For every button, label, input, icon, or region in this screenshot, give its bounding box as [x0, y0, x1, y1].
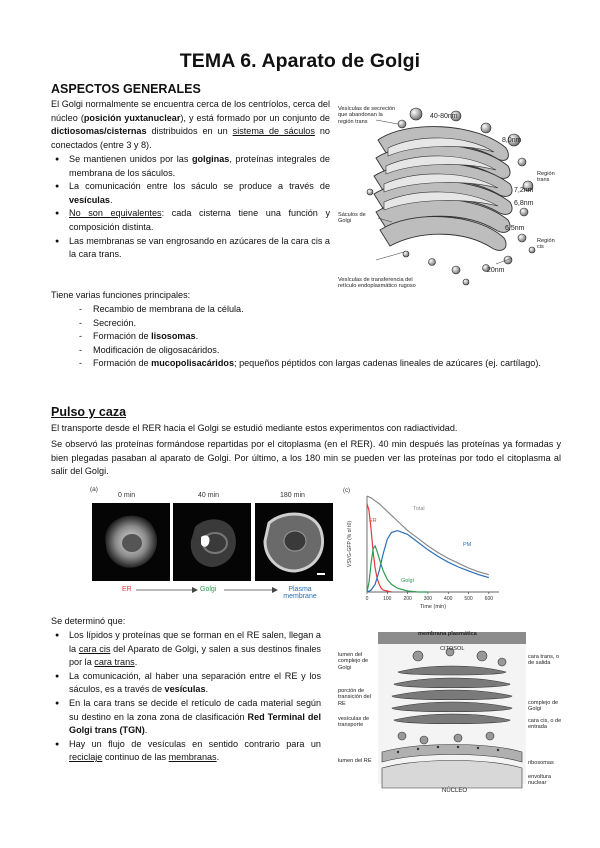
label-vesiculas-transporte: vesículas de transporte [338, 716, 370, 729]
micrograph-0min [92, 503, 170, 581]
chart-x-tick-label: 500 [464, 596, 473, 602]
list-item: ● La comunicación entre los sáculo se produce a través de vesículas. [51, 180, 330, 207]
label-size-68: 6,8nm [514, 200, 534, 207]
label-cara-trans: cara trans, o de salida [528, 654, 560, 667]
list-item: ● Hay un flujo de vesículas en sentido contrario para un reciclaje continuo de las membranas. [51, 738, 321, 765]
chart-legend-total: Total [413, 506, 425, 512]
label-size-20: 20nm [487, 267, 505, 274]
label-porcion-transicion: porción de transición del RE [338, 688, 371, 707]
micrograph-40min [173, 503, 251, 581]
list-item: - Secreción. [51, 317, 561, 331]
page-title: TEMA 6. Aparato de Golgi [179, 50, 421, 72]
label-nucleo: NÚCLEO [442, 788, 468, 794]
functions-list [51, 303, 561, 371]
chart-x-tick-label: 100 [383, 596, 392, 602]
list-item: ● Los lípidos y proteínas que se forman en el RE salen, llegan a la cara cis del Aparato de Golgi, y salen a sus destinos finales por la cara trans. [51, 629, 321, 670]
chart-x-label: Time (min) [419, 604, 447, 610]
intro-paragraph: El Golgi normalmente se encuentra cerca de los centríolos, cerca del núcleo (posición yuxtanuclear), y está formado por un conjunto de dictiosomas/cisternas distribuidos en un sistema de sáculos no conectados (entre 3 y 8). [51, 99, 330, 150]
chart-x-tick-label: 600 [484, 596, 494, 602]
cell-er-image [92, 503, 170, 581]
chart-x-tick-label: 300 [423, 596, 433, 602]
cell-golgi-image [173, 503, 251, 581]
functions-intro: Tiene varias funciones principales: [51, 290, 191, 300]
chart-panel-label: (c) [343, 488, 350, 494]
label-saculos: Sáculos de Golgi [338, 212, 366, 225]
list-item: - Modificación de oligosacáridos. [51, 344, 561, 358]
label-cara-cis: cara cis, o de entrada [528, 718, 562, 731]
micrograph-180min [255, 503, 333, 581]
time-0-label: 0 min [118, 492, 136, 499]
chart-container [341, 484, 511, 614]
chart-legend-er: ER [369, 518, 377, 524]
label-region-trans: Región trans [537, 171, 555, 184]
label-citosol: CITOSOL [440, 646, 465, 652]
pulse-chase-chart [341, 484, 511, 614]
label-ribosomas: ribosomas [528, 760, 554, 766]
list-item: - Formación de mucopolisacáridos; pequeños péptidos con largas cadenas lineales de azúcares (ej. cartílago). [51, 357, 561, 371]
label-vesiculas-transferencia: Vesículas de transferencia del retículo endoplasmático rugoso [338, 277, 416, 290]
label-membrana-plasmatica: membrana plasmática [418, 631, 477, 637]
label-size-40-80: 40-80nm [430, 113, 458, 120]
label-region-cis: Región cis [537, 238, 555, 251]
chart-legend-pm: PM [463, 542, 472, 548]
chart-series-er [367, 504, 391, 592]
chart-series-golgi [367, 546, 428, 592]
list-item: ● Las membranas se van engrosando en azúcares de la cara cis a la cara trans. [51, 235, 330, 262]
list-item: ● Se mantienen unidos por las golginas, proteínas integrales de membrana de los sáculos. [51, 153, 330, 180]
panel-a-label: (a) [90, 486, 98, 493]
chart-y-label: VSVG-GFP (% of t0) [347, 520, 353, 568]
determino-intro: Se determinó que: [51, 616, 126, 626]
determino-list [51, 629, 321, 765]
label-lumen-golgi: lumen del complejo de Golgi [338, 652, 369, 671]
pulso-paragraph-2: Se observó las proteínas formándose repartidas por el citoplasma (en el RER). 40 min después las proteínas ya formadas y bien plegadas pasaban al aparato de Golgi. Por último, a los 180 min se pueden ver las proteínas por todo el citoplasma al salir del Golgi. [51, 439, 561, 477]
label-complejo-golgi: complejo de Golgi [528, 700, 559, 713]
list-item: ● No son equivalentes: cada cisterna tiene una función y composición distinta. [51, 207, 330, 234]
label-vesiculas-secrecion: Vesículas de secreción que abandonan la región trans [338, 106, 396, 125]
chart-series-pm [367, 531, 489, 592]
pulso-paragraph-1: El transporte desde el RER hacia el Golgi se estudió mediante estos experimentos con radiactividad. [51, 423, 458, 433]
chart-x-tick-label: 200 [403, 596, 412, 602]
section-heading-aspectos: ASPECTOS GENERALES [51, 82, 201, 96]
label-size-8: 8,0nm [502, 137, 522, 144]
chart-x-tick-label: 0 [365, 596, 369, 602]
label-size-72: 7,2nm [514, 187, 534, 194]
list-item: - Recambio de membrana de la célula. [51, 303, 561, 317]
list-item: ● La comunicación, al haber una separación entre el RE y los sáculos, es a través de vesículas. [51, 670, 321, 697]
label-size-65: 6,5nm [505, 225, 525, 232]
plasma-membrane-label: Plasma membrane [283, 586, 317, 600]
list-item: ● En la cara trans se decide el retículo de cada material según su destino en la zona zona de clasificación Red Terminal del Golgi trans (TGN). [51, 697, 321, 738]
chart-series-total [367, 496, 489, 575]
chart-x-tick-label: 400 [444, 596, 453, 602]
chart-legend-golgi: Golgi [401, 578, 414, 584]
golgi-transport-figure [378, 628, 526, 798]
cell-pm-image [255, 503, 333, 581]
section-heading-pulso: Pulso y caza [51, 405, 127, 419]
list-item: - Formación de lisosomas. [51, 330, 561, 344]
er-label: ER [122, 586, 132, 593]
golgi-features-list [51, 153, 330, 262]
label-envoltura-nuclear: envoltura nuclear [528, 774, 552, 787]
golgi-transport-drawing [378, 628, 526, 798]
label-lumen-re: lumen del RE [338, 758, 372, 764]
golgi-label: Golgi [200, 586, 217, 593]
time-180-label: 180 min [280, 492, 305, 499]
time-40-label: 40 min [198, 492, 220, 499]
